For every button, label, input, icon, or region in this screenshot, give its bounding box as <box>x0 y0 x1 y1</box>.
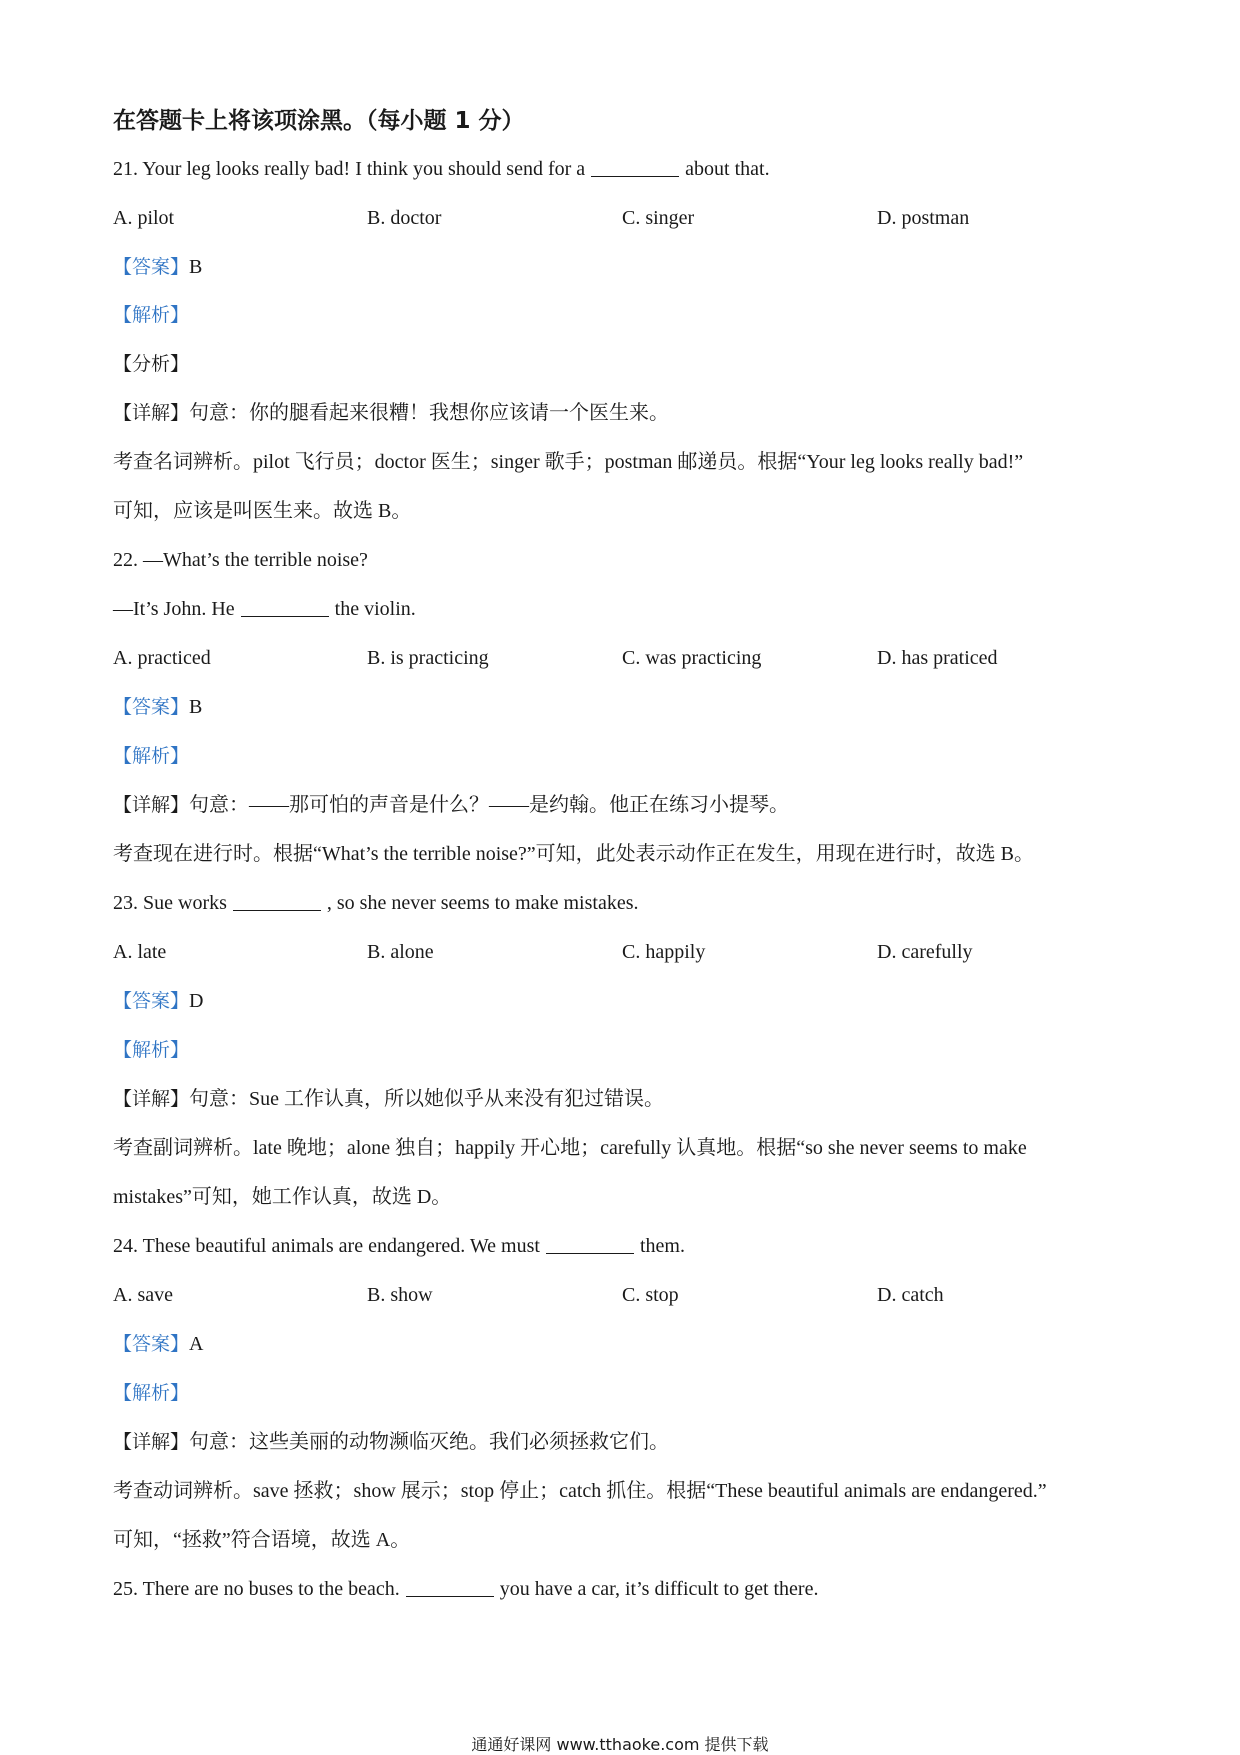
question-24-stem <box>113 1231 685 1261</box>
explanation-line: mistakes”可知，她工作认真，故选 D。 <box>113 1186 452 1208</box>
option-c: C. singer <box>622 207 695 229</box>
option-a: A. late <box>113 941 167 963</box>
option-a: A. save <box>113 1284 173 1306</box>
answer-tag: 【答案】 <box>113 990 190 1012</box>
section-heading: 在答题卡上将该项涂黑。（每小题 1 分） <box>113 108 525 134</box>
answer-line <box>113 986 203 1016</box>
answer-value: A <box>189 1333 204 1355</box>
explanation-line: 可知，“拯救”符合语境，故选 A。 <box>113 1529 411 1551</box>
option-c: C. happily <box>622 941 706 963</box>
question-stem-text: the violin. <box>334 598 416 620</box>
detail-tag: 【详解】 <box>113 1431 190 1453</box>
answer-tag: 【答案】 <box>113 1333 190 1355</box>
answer-tag: 【答案】 <box>113 256 190 278</box>
option-d: D. postman <box>877 207 970 229</box>
answer-value: B <box>189 696 203 718</box>
option-b: B. alone <box>367 941 434 963</box>
explanation-line: 考查现在进行时。根据“What’s the terrible noise?”可知，此处表示动作正在发生，用现在进行时，故选 B。 <box>113 843 1035 865</box>
fenxi-tag: 【分析】 <box>113 353 190 375</box>
question-21-stem <box>113 154 770 184</box>
detail-text: 句意：这些美丽的动物濒临灭绝。我们必须拯救它们。 <box>189 1431 670 1453</box>
answer-blank <box>406 1578 494 1597</box>
question-stem-text: 21. Your leg looks really bad! I think you should send for a <box>113 158 586 180</box>
option-a: A. practiced <box>113 647 211 669</box>
option-d: D. catch <box>877 1284 944 1306</box>
question-22-stem: 22. —What’s the terrible noise? <box>113 549 368 571</box>
option-d: D. has praticed <box>877 647 998 669</box>
option-b: B. is practicing <box>367 647 489 669</box>
detail-line <box>113 1427 669 1457</box>
detail-line <box>113 790 789 820</box>
detail-line <box>113 398 669 428</box>
analysis-tag: 【解析】 <box>113 745 190 767</box>
question-22-stem-reply <box>113 594 416 624</box>
option-c: C. was practicing <box>622 647 762 669</box>
answer-line <box>113 252 202 282</box>
answer-blank <box>241 598 329 617</box>
detail-tag: 【详解】 <box>113 1088 190 1110</box>
page-footer: 通通好课网 www.tthaoke.com 提供下载 <box>471 1735 769 1754</box>
detail-tag: 【详解】 <box>113 794 190 816</box>
answer-line <box>113 692 202 722</box>
question-23-stem <box>113 888 638 918</box>
question-stem-text: , so she never seems to make mistakes. <box>326 892 639 914</box>
question-stem-text: you have a car, it’s difficult to get there. <box>499 1578 819 1600</box>
option-a: A. pilot <box>113 207 175 229</box>
analysis-tag: 【解析】 <box>113 304 190 326</box>
question-stem-text: 24. These beautiful animals are endangered. We must <box>113 1235 540 1257</box>
option-b: B. show <box>367 1284 433 1306</box>
option-c: C. stop <box>622 1284 679 1306</box>
detail-text: 句意：——那可怕的声音是什么？——是约翰。他正在练习小提琴。 <box>189 794 790 816</box>
analysis-line <box>113 1378 189 1408</box>
question-stem-text: 23. Sue works <box>113 892 227 914</box>
answer-tag: 【答案】 <box>113 696 190 718</box>
answer-line <box>113 1329 203 1359</box>
answer-blank <box>233 892 321 911</box>
detail-line <box>113 1084 664 1114</box>
question-stem-text: about that. <box>685 158 770 180</box>
question-stem-text: them. <box>639 1235 685 1257</box>
analysis-line <box>113 300 189 330</box>
analysis-tag: 【解析】 <box>113 1039 190 1061</box>
option-d: D. carefully <box>877 941 973 963</box>
explanation-line: 考查副词辨析。late 晚地；alone 独自；happily 开心地；carefully 认真地。根据“so she never seems to make <box>113 1137 1027 1159</box>
option-b: B. doctor <box>367 207 442 229</box>
answer-blank <box>591 158 679 177</box>
fenxi-line <box>113 349 189 379</box>
answer-blank <box>546 1235 634 1254</box>
explanation-line: 考查动词辨析。save 拯救；show 展示；stop 停止；catch 抓住。根据“These beautiful animals are endangered.” <box>113 1480 1047 1502</box>
explanation-line: 可知，应该是叫医生来。故选 B。 <box>113 500 412 522</box>
detail-text: 句意：你的腿看起来很糟！我想你应该请一个医生来。 <box>189 402 670 424</box>
detail-tag: 【详解】 <box>113 402 190 424</box>
answer-value: D <box>189 990 204 1012</box>
analysis-line <box>113 741 189 771</box>
detail-text: 句意：Sue 工作认真，所以她似乎从来没有犯过错误。 <box>189 1088 665 1110</box>
analysis-tag: 【解析】 <box>113 1382 190 1404</box>
analysis-line <box>113 1035 189 1065</box>
explanation-line: 考查名词辨析。pilot 飞行员；doctor 医生；singer 歌手；postman 邮递员。根据“Your leg looks really bad!” <box>113 451 1024 473</box>
question-stem-text: 25. There are no buses to the beach. <box>113 1578 400 1600</box>
question-25-stem <box>113 1574 818 1604</box>
answer-value: B <box>189 256 203 278</box>
question-stem-text: —It’s John. He <box>113 598 235 620</box>
